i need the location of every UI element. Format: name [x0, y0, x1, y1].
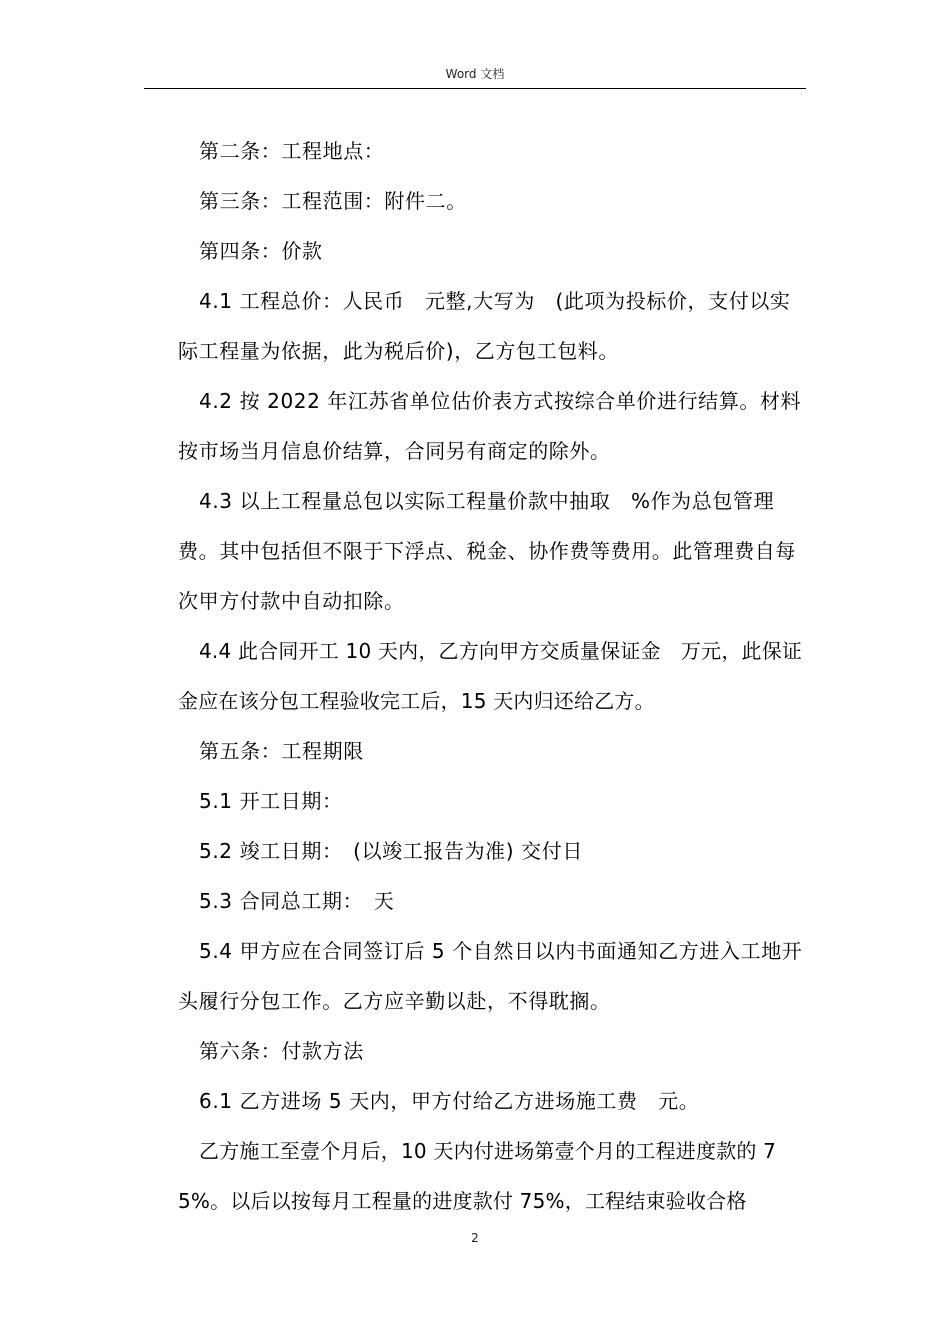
clause-4-1: 4.1 工程总价：人民币 元整,大写为 (此项为投标价，支付以实际工程量为依据，此为税后价)，乙方包工包料。 [178, 289, 791, 363]
clause-4-3: 4.3 以上工程量总包以实际工程量价款中抽取 %作为总包管理费。其中包括但不限于下浮点、税金、协作费等费用。此管理费自每次甲方付款中自动扣除。 [178, 489, 796, 613]
page-header [144, 62, 806, 89]
clause-4-4: 4.4 此合同开工 10 天内，乙方向甲方交质量保证金 万元，此保证金应在该分包工程验收完工后，15 天内归还给乙方。 [178, 639, 803, 713]
header-title: Word 文档 [445, 67, 505, 81]
clause-5-1: 5.1 开工日期： [199, 789, 343, 813]
article-3-scope: 第三条：工程范围：附件二。 [199, 189, 467, 213]
page-number: 2 [471, 1231, 479, 1245]
document-body [178, 126, 806, 1226]
article-6-heading: 第六条：付款方法 [199, 1039, 364, 1063]
clause-5-2: 5.2 竣工日期： (以竣工报告为准) 交付日 [199, 839, 583, 863]
clause-4-2: 4.2 按 2022 年江苏省单位估价表方式按综合单价进行结算。材料按市场当月信息价结算，合同另有商定的除外。 [178, 389, 802, 463]
article-4-heading: 第四条：价款 [199, 239, 323, 263]
article-2-location: 第二条：工程地点： [199, 139, 385, 163]
clause-6-1: 6.1 乙方进场 5 天内，甲方付给乙方进场施工费 元。 [199, 1089, 700, 1113]
clause-5-4: 5.4 甲方应在合同签订后 5 个自然日以内书面通知乙方进入工地开头履行分包工作。乙方应辛勤以赴，不得耽搁。 [178, 939, 803, 1013]
article-5-heading: 第五条：工程期限 [199, 739, 364, 763]
clause-5-3: 5.3 合同总工期： 天 [199, 889, 395, 913]
payment-progress-paragraph: 乙方施工至壹个月后，10 天内付进场第壹个月的工程进度款的 75%。以后以按每月工程量的进度款付 75%，工程结束验收合格 [178, 1139, 777, 1213]
